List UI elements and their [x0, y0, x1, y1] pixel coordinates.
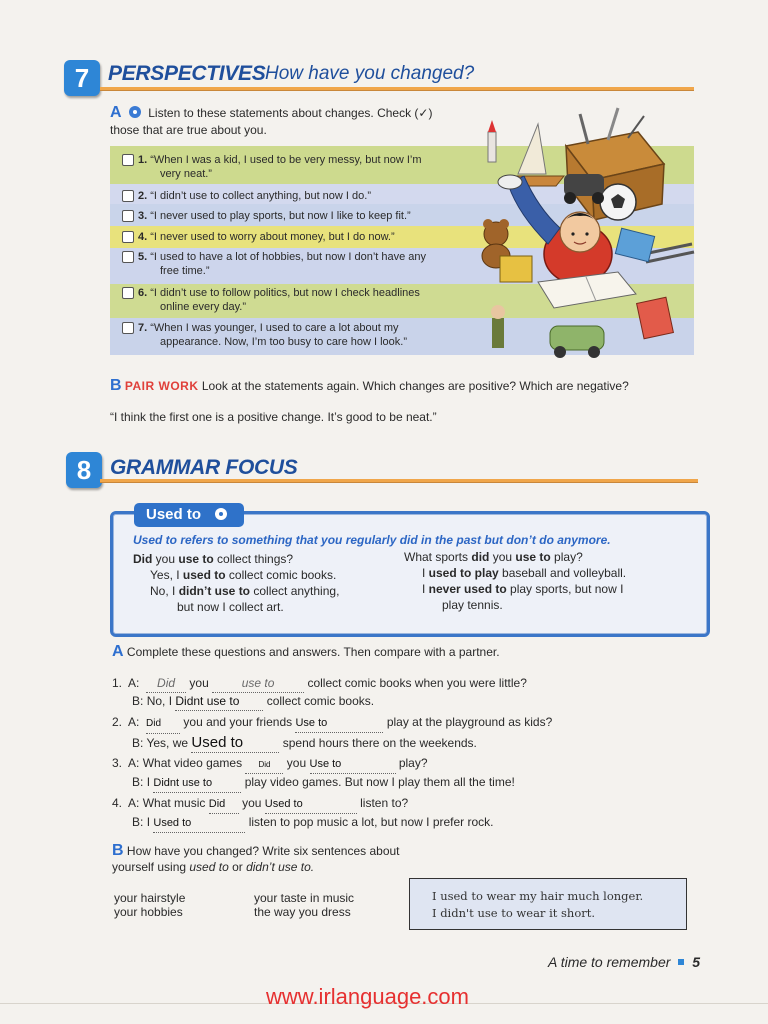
example-line: I used to wear my hair much longer.	[432, 889, 644, 903]
statement-text: “I never used to worry about money, but I do now.”	[150, 231, 395, 243]
statement-number: 3.	[138, 210, 148, 222]
section-title: GRAMMAR FOCUS	[110, 456, 298, 479]
audio-cd-icon[interactable]	[215, 508, 227, 520]
statement-text: very neat.”	[160, 168, 212, 180]
section-rule	[100, 479, 698, 483]
grammar-tab-label: Used to	[146, 506, 202, 523]
section-title: PERSPECTIVES	[108, 62, 266, 85]
section-number-badge: 7	[64, 60, 100, 96]
boy-with-toys-illustration	[468, 104, 700, 366]
example-line: I didn't use to wear it short.	[432, 906, 596, 920]
answer-blank[interactable]: use to	[212, 675, 304, 693]
statement-item[interactable]	[122, 230, 462, 244]
part-letter: B	[112, 842, 124, 859]
prompt-list	[114, 891, 185, 919]
checkbox[interactable]	[122, 190, 134, 202]
answer-blank[interactable]: Didnt use to	[153, 775, 241, 793]
statement-number: 7.	[138, 322, 148, 334]
statement-item[interactable]	[122, 153, 462, 181]
part-a-instruction	[110, 104, 490, 139]
section-subtitle: How have you changed?	[265, 63, 475, 84]
checkbox[interactable]	[122, 154, 134, 166]
statement-number: 5.	[138, 251, 148, 263]
statement-text: “I didn’t use to collect anything, but now I do.”	[150, 190, 371, 202]
answer-blank[interactable]: Did	[245, 756, 283, 774]
prompt-item: the way you dress	[254, 905, 351, 919]
footer-unit-title: A time to remember 5	[548, 954, 700, 970]
statement-text: “When I was a kid, I used to be very messy, but now I’m	[150, 154, 422, 166]
statement-text: online every day.”	[160, 301, 247, 313]
answer-blank[interactable]: Used to	[191, 734, 279, 753]
part-letter: A	[112, 643, 124, 660]
answer-blank[interactable]: Didnt use to	[175, 693, 263, 711]
statement-item[interactable]	[122, 189, 462, 203]
example-writing-box	[409, 878, 687, 930]
statement-item[interactable]	[122, 286, 462, 314]
prompt-item: your hairstyle	[114, 891, 186, 905]
answer-blank[interactable]: Use to	[295, 714, 383, 733]
statement-text: “When I was younger, I used to care a lot about my	[150, 322, 399, 334]
checkbox[interactable]	[122, 210, 134, 222]
statement-text: “I didn’t use to follow politics, but now I check headlines	[150, 287, 420, 299]
exercise-item: 2. A: Did you and your friends Use to play at the playground as kids? B: Yes, we Used to spend hours there on the weekends.	[112, 715, 553, 751]
section-number-badge: 8	[66, 452, 102, 488]
watermark-link[interactable]: www.irlanguage.com	[266, 984, 469, 1009]
prompt-list	[254, 891, 354, 919]
audio-cd-icon[interactable]	[129, 106, 141, 118]
part-letter: A	[110, 104, 122, 121]
answer-blank[interactable]: Did	[146, 715, 180, 734]
answer-blank[interactable]: Use to	[310, 756, 396, 774]
checkbox[interactable]	[122, 251, 134, 263]
statement-text: “I never used to play sports, but now I like to keep fit.”	[150, 210, 411, 222]
pair-work-instruction	[110, 377, 700, 395]
statement-number: 1.	[138, 154, 148, 166]
instruction-text: those that are true about you.	[110, 123, 267, 137]
statement-number: 4.	[138, 231, 148, 243]
answer-blank[interactable]: Did	[209, 796, 239, 814]
statement-number: 2.	[138, 190, 148, 202]
exercise-item: 1. A: Did you use to collect comic books when you were little? B: No, I Didnt use to collect comic books.	[112, 675, 527, 711]
grammar-tab	[134, 503, 244, 527]
checkbox[interactable]	[122, 322, 134, 334]
grammar-examples-left: Did you use to collect things? Yes, I used to collect comic books. No, I didn’t use to collect anything, but now I collect art.	[133, 552, 340, 614]
prompt-item: your hobbies	[114, 905, 183, 919]
example-sentence: “I think the first one is a positive change. It’s good to be neat.”	[110, 410, 437, 424]
exercise-item: 4. A: What music Did you Used to listen to? B: I Used to listen to pop music a lot, but now I prefer rock.	[112, 795, 494, 833]
statement-text: “I used to have a lot of hobbies, but now I don’t have any	[150, 251, 427, 263]
prompt-item: your taste in music	[254, 891, 355, 905]
section-rule	[100, 87, 694, 91]
instruction-text: Complete these questions and answers. Then compare with a partner.	[126, 645, 500, 659]
part-letter: B	[110, 377, 122, 394]
checkbox[interactable]	[122, 287, 134, 299]
part-a-instruction	[112, 643, 500, 661]
pair-work-label: PAIR WORK	[124, 379, 199, 393]
statement-text: appearance. Now, I’m too busy to care how I look.”	[160, 336, 408, 348]
statement-number: 6.	[138, 287, 148, 299]
page-number: 5	[692, 954, 700, 970]
instruction-text: Look at the statements again. Which changes are positive? Which are negative?	[201, 379, 629, 393]
statement-item[interactable]	[122, 321, 462, 349]
exercise-item: 3. A: What video games Did you Use to play? B: I Didnt use to play video games. But now I play them all the time!	[112, 755, 515, 793]
bullet-square	[678, 959, 684, 965]
answer-blank[interactable]: Used to	[153, 815, 245, 833]
grammar-examples-right: What sports did you use to play? I used to play baseball and volleyball. I never used to play sports, but now I play tennis.	[404, 550, 627, 612]
checkbox[interactable]	[122, 231, 134, 243]
grammar-rule: Used to refers to something that you regularly did in the past but don’t do anymore.	[133, 533, 611, 547]
statement-text: free time.”	[160, 265, 210, 277]
part-b-instruction: B How have you changed? Write six sentences about yourself using used to or didn’t use to.	[112, 842, 400, 874]
statement-item[interactable]	[122, 209, 462, 223]
instruction-text: Listen to these statements about changes. Check (✓)	[148, 106, 433, 120]
answer-blank[interactable]: Used to	[265, 796, 357, 814]
answer-blank[interactable]: Did	[146, 675, 186, 693]
statement-item[interactable]	[122, 250, 462, 278]
